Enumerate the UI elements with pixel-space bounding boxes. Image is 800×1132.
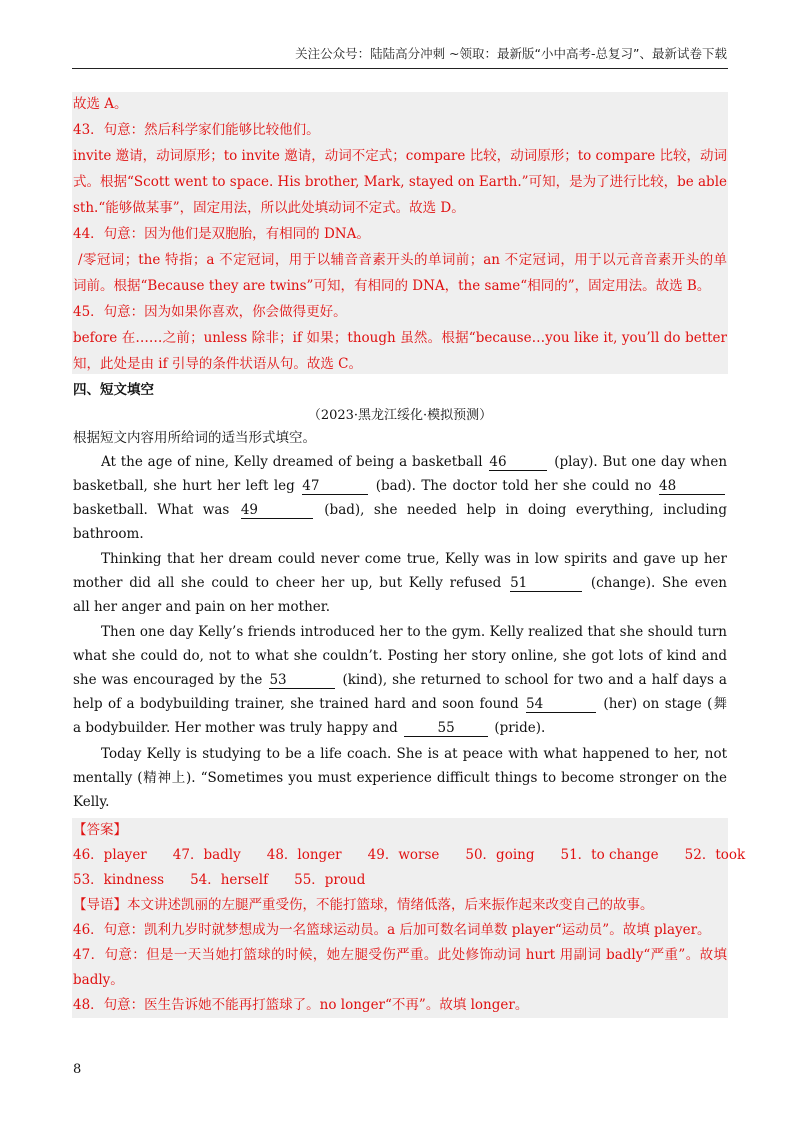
answer-item: 49．worse <box>367 847 440 863</box>
passage-line: mother did all she could to cheer her up, but Kelly refused 51 (change). She even <box>73 573 727 593</box>
passage-line: all her anger and pain on her mother. <box>73 599 331 615</box>
passage-line: basketball. What was 49 (bad), she needed help in doing everything, including <box>73 500 727 520</box>
blank-55[interactable]: 55 <box>404 721 488 737</box>
page-number: 8 <box>73 1062 82 1077</box>
explain-line: /零冠词；the 特指；a 不定冠词，用于以辅音音素开头的单词前；an 不定冠词，用于以元音音素开头的单 <box>78 252 727 268</box>
blank-46[interactable]: 46 <box>489 455 547 471</box>
passage-line: bathroom. <box>73 526 144 542</box>
answer-item: 48．longer <box>266 847 342 863</box>
answer-item: 55．proud <box>294 872 366 888</box>
page-header: 关注公众号：陆陆高分冲刺 ~领取：最新版“小中高考-总复习”、最新试卷下载 <box>295 46 727 61</box>
section-title: 四、短文填空 <box>73 382 154 398</box>
passage-line: a bodybuilder. Her mother was truly happy and 55 (pride). <box>73 720 546 736</box>
explain-line: 故选 A。 <box>73 96 128 112</box>
passage-line: mentally (精神上). “Sometimes you must experience difficult things to become stronger on the <box>73 770 727 786</box>
answer-item: 46．player <box>73 847 147 863</box>
answer-item: 53．kindness <box>73 872 165 888</box>
blank-49[interactable]: 49 <box>241 503 313 519</box>
passage-line: she was encouraged by the 53 (kind), she returned to school for two and a half days a <box>73 672 727 688</box>
instruction: 根据短文内容用所给词的适当形式填空。 <box>73 430 316 446</box>
explain-line: invite 邀请，动词原形；to invite 邀请，动词不定式；compare 比较，动词原形；to compare 比较，动词 <box>73 148 727 164</box>
question-source: （2023·黑龙江绥化·模拟预测） <box>307 408 493 423</box>
answer-item: 54．herself <box>190 872 269 888</box>
explain-line: 词前。根据“Because they are twins”可知，有相同的 DNA，the same“相同的”，固定用法。故选 B。 <box>73 278 711 294</box>
explain-line: 45．句意：因为如果你喜欢，你会做得更好。 <box>73 304 347 320</box>
explain-line: 46．句意：凯利九岁时就梦想成为一名篮球运动员。a 后加可数名词单数 player“运动员”。故填 player。 <box>73 922 711 938</box>
passage-line: basketball, she hurt her left leg 47 (bad). The doctor told her she could no 48 <box>73 476 727 496</box>
explain-line: 44．句意：因为他们是双胞胎，有相同的 DNA。 <box>73 226 370 242</box>
explain-line: 43．句意：然后科学家们能够比较他们。 <box>73 122 320 138</box>
blank-47[interactable]: 47 <box>302 479 368 495</box>
explain-line: badly。 <box>73 972 124 988</box>
explain-line: sth.“能够做某事”，固定用法，所以此处填动词不定式。故选 D。 <box>73 200 465 216</box>
passage-line: help of a bodybuilding trainer, she trained hard and soon found 54 (her) on stage (舞 <box>73 696 727 712</box>
blank-51[interactable]: 51 <box>510 576 582 592</box>
header-rule <box>72 68 728 69</box>
passage-line: what she could do, not to what she couldn’t. Posting her story online, she got lots of kind and <box>73 648 727 664</box>
explain-line: 知，此处是由 if 引导的条件状语从句。故选 C。 <box>73 356 363 372</box>
explain-line: 式。根据“Scott went to space. His brother, Mark, stayed on Earth.”可知，是为了进行比较，be able <box>73 174 727 190</box>
answer-row <box>73 870 727 890</box>
answer-item: 47．badly <box>172 847 241 863</box>
answer-item: 51．to change <box>560 847 659 863</box>
blank-48[interactable]: 48 <box>659 479 725 495</box>
answer-item: 50．going <box>465 847 535 863</box>
passage-line: Kelly. <box>73 794 110 810</box>
explain-line: 47．句意：但是一天当她打篮球的时候，她左腿受伤严重。此处修饰动词 hurt 用副词 badly“严重”。故填 <box>73 947 727 963</box>
passage-line: Then one day Kelly’s friends introduced her to the gym. Kelly realized that she should turn <box>101 624 727 640</box>
explain-line: 【导语】本文讲述凯丽的左腿严重受伤，不能打篮球，情绪低落，后来振作起来改变自己的故事。 <box>73 897 654 913</box>
passage-line: Thinking that her dream could never come true, Kelly was in low spirits and gave up her <box>101 551 727 567</box>
blank-54[interactable]: 54 <box>526 697 596 713</box>
passage-line: Today Kelly is studying to be a life coach. She is at peace with what happened to her, not <box>101 746 727 762</box>
explain-line: 48．句意：医生告诉她不能再打篮球了。no longer“不再”。故填 longer。 <box>73 997 529 1013</box>
blank-53[interactable]: 53 <box>269 673 335 689</box>
answer-item: 52．took <box>684 847 746 863</box>
passage-line: At the age of nine, Kelly dreamed of being a basketball 46 (play). But one day when <box>101 454 727 470</box>
answer-label: 【答案】 <box>73 822 127 838</box>
explain-line: before 在……之前；unless 除非；if 如果；though 虽然。根据“because…you like it, you’ll do better <box>73 330 727 346</box>
answer-row <box>73 845 746 865</box>
